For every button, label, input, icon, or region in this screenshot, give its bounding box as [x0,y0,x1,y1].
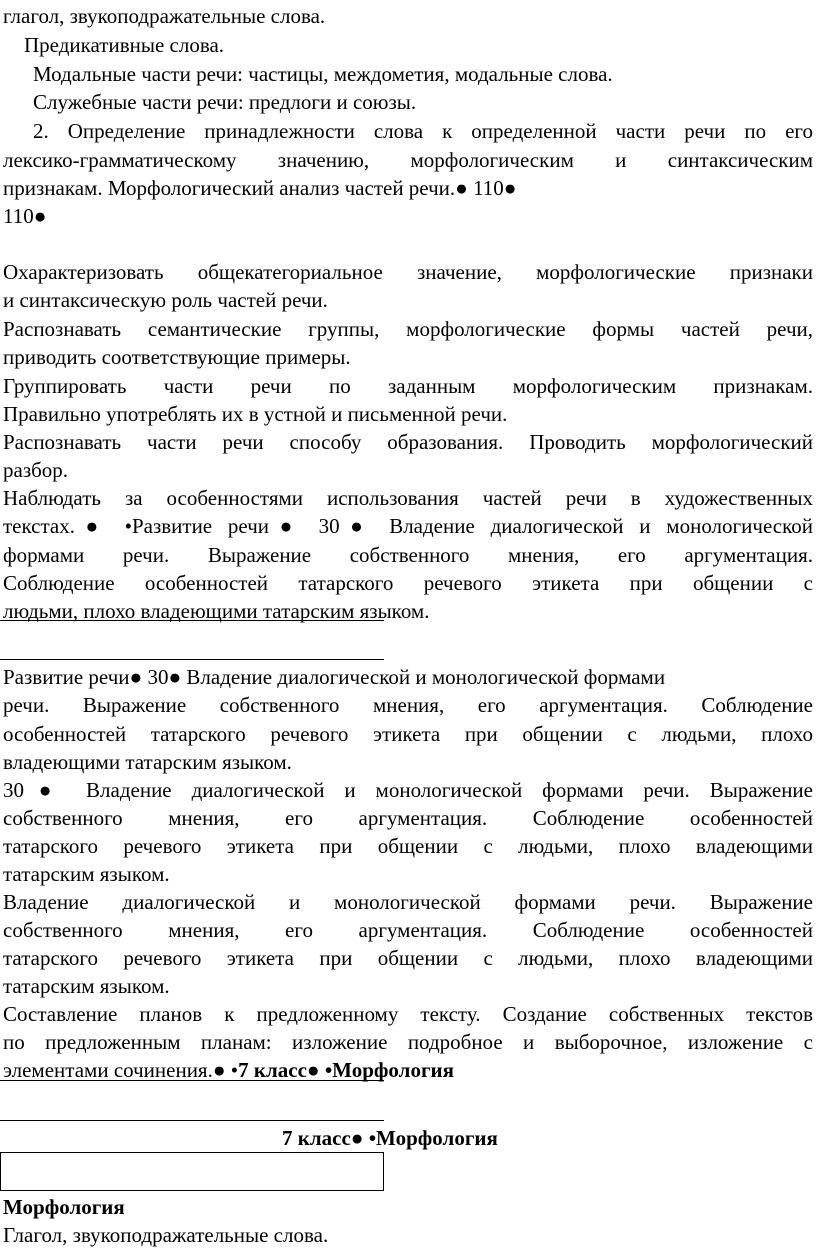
text-line: владеющими татарским языком. [3,750,292,774]
text-line: приводить соответствующие примеры. [3,345,351,369]
text-line: Распознавать части речи способу образования. Проводить морфологический [3,430,813,454]
text-line: собственного мнения, его аргументация. Соблюдение особенностей [3,806,813,830]
text-line: Распознавать семантические группы, морфологические формы частей речи, [3,317,813,341]
text-line: лексико-грамматическому значению, морфологическим и синтаксическим [3,148,813,172]
text-line: и синтаксическую роль частей речи. [3,288,328,312]
text-line: 110● [3,204,47,228]
class-heading: 7 класс● •Морфология [282,1126,498,1150]
text-line: признакам. Морфологический анализ частей речи.● 110● [3,176,517,200]
text-line: Правильно употреблять их в устной и письменной речи. [3,402,508,426]
text-line: Служебные части речи: предлоги и союзы. [33,90,417,114]
text-line: текстах.● •Развитие речи● 30● Владение диалогической и монологической [3,514,813,538]
text-line: 2. Определение принадлежности слова к определенной части речи по его [33,119,813,143]
text-line: по предложенным планам: изложение подробное и выборочное, изложение с [3,1030,813,1054]
text-line: формами речи. Выражение собственного мнения, его аргументация. [3,543,813,567]
text-line: особенностей татарского речевого этикета при общении с людьми, плохо [3,722,813,746]
text-line: Охарактеризовать общекатегориальное значение, морфологические признаки [3,260,813,284]
text-line: татарского речевого этикета при общении с людьми, плохо владеющими [3,946,813,970]
text-line: Глагол, звукоподражательные слова. [3,1223,329,1247]
text-line: речи. Выражение собственного мнения, его аргументация. Соблюдение [3,693,813,717]
table-cell-box [0,1152,384,1191]
text-line: татарского речевого этикета при общении с людьми, плохо владеющими [3,834,813,858]
section-heading: Морфология [3,1195,125,1219]
text-line: Модальные части речи: частицы, междометия, модальные слова. [33,62,613,86]
text-line: татарским языком. [3,862,170,886]
text-line: Владение диалогической и монологической формами речи. Выражение [3,890,813,914]
text-line: Составление планов к предложенному тексту. Создание собственных текстов [3,1002,813,1026]
separator-line [0,1080,384,1081]
text-line: Наблюдать за особенностями использования частей речи в художественных [3,486,813,510]
separator-line [0,1120,384,1121]
text-line: собственного мнения, его аргументация. Соблюдение особенностей [3,918,813,942]
text-line: Предикативные слова. [24,33,225,57]
text-line: глагол, звукоподражательные слова. [3,4,326,28]
separator-line [0,620,384,621]
text-line: 30● Владение диалогической и монологической формами речи. Выражение [3,778,813,802]
text-fragment: элементами сочинения.● • [3,1058,239,1082]
text-line: Соблюдение особенностей татарского речевого этикета при общении с [3,571,813,595]
text-line: татарским языком. [3,974,170,998]
text-line: Развитие речи● 30● Владение диалогической и монологической формами [3,665,666,689]
text-line: разбор. [3,458,69,482]
separator-line [0,659,384,660]
text-line: Группировать части речи по заданным морфологическим признакам. [3,374,813,398]
text-line: людьми, плохо владеющими татарским языком. [3,599,430,623]
class-heading-inline: 7 класс● •Морфология [238,1058,454,1082]
